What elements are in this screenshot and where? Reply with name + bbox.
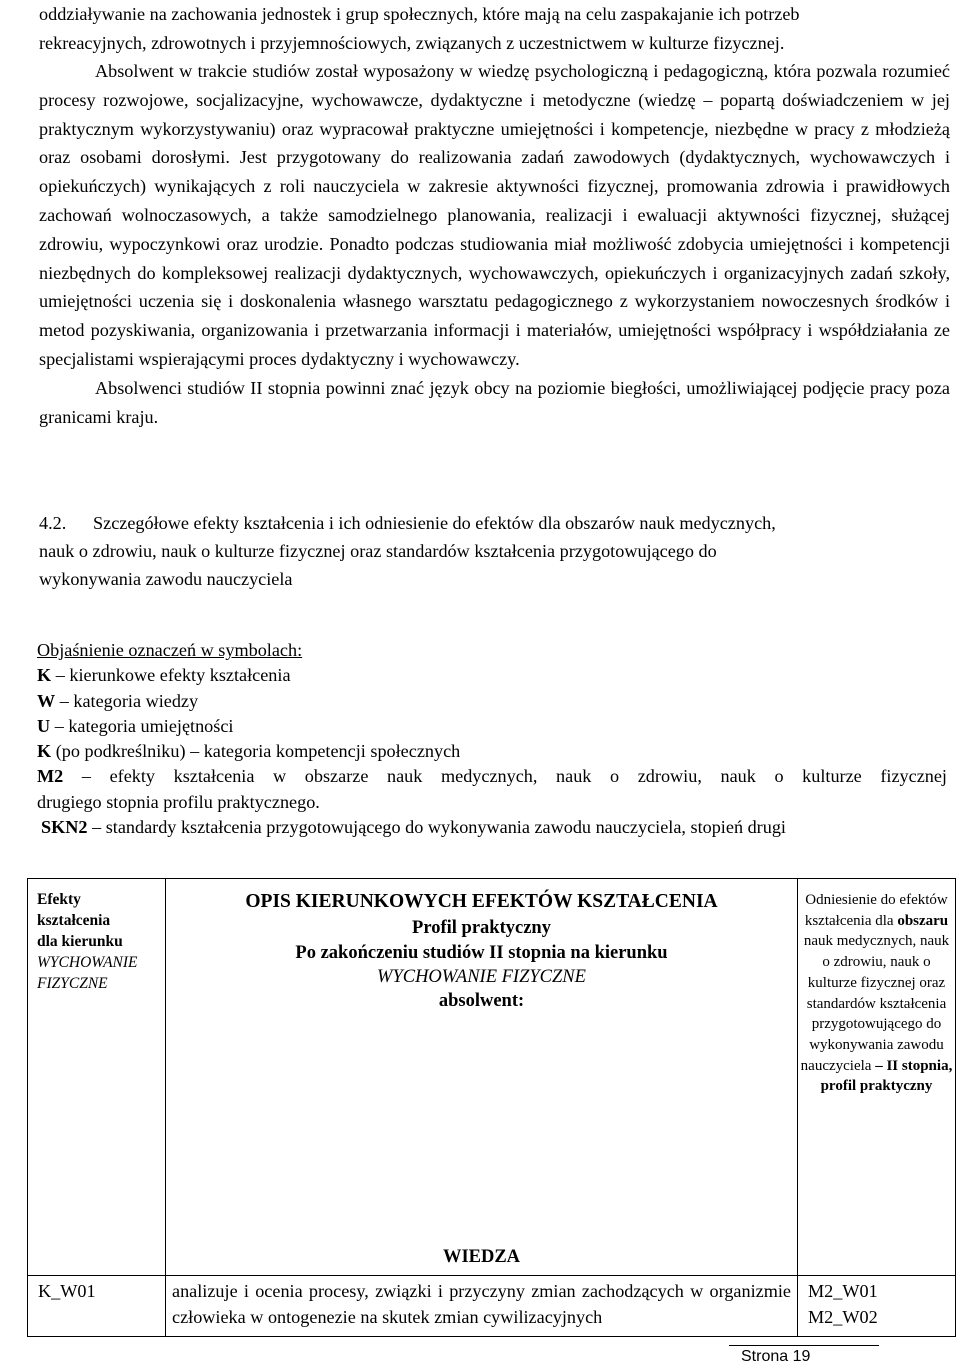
learning-outcomes-table xyxy=(27,878,956,1337)
legend-key: K xyxy=(37,741,52,762)
graduate-description: Absolwent w trakcie studiów został wyposażony w wiedzę psychologiczną i pedagogiczną, która pozwala rozumieć procesy rozwojowe, socjalizacyjne, wychowawcze, dydaktyczne i metodyczne (wiedzę – popartą doświadczeniem w jej praktycznym wykorzystywaniu) oraz wypracował praktyczne umiejętności i kompetencje, niezbędne w pracy z młodzieżą oraz osobami dorosłymi. Jest przygotowany do realizowania zadań zawodowych (dydaktycznych, wychowawczych i opiekuńczych) wynikających z roli nauczyciela w zakresie aktywności fizycznej, promowania zdrowia i prawidłowych zachowań wolnoczasowych, a także samodzielnego planowania, realizacji i ewaluacji aktywności fizycznej, służącej zdrowiu, wypoczynkowi oraz urodzie. Ponadto podczas studiowania miał możliwość zdobycia umiejętności i kompetencji niezbędnych do kompleksowej realizacji dydaktycznych, wychowawczych, opiekuńczych i organizacyjnych zadań szkoły, umiejętności uczenia się i doskonalenia własnego warsztatu pedagogicznego z wykorzystaniem nowoczesnych środków i metod pozyskiwania, organizowania i przetwarzania informacji i materiałów, umiejętności współpracy i współdziałania ze specjalistami wspierającymi proces dydaktyczny i wychowawczy. xyxy=(39,61,950,369)
reference-text: Odniesienie do efektów kształcenia dla xyxy=(804,892,948,929)
header-cell-outcomes xyxy=(28,879,166,1276)
intro-line-2: rekreacyjnych, zdrowotnych i przyjemnościowych, związanych z uczestnictwem w kulturze fizycznej. xyxy=(39,32,785,53)
legend-text: – kategoria umiejętności xyxy=(50,715,234,736)
reference-bold: – II stopnia, profil praktyczny xyxy=(820,1057,953,1095)
profile-label: Profil praktyczny xyxy=(412,918,551,938)
header-left-line: FIZYCZNE xyxy=(37,975,108,992)
table-row xyxy=(28,1276,956,1337)
legend-heading: Objaśnienie oznaczeń w symbolach: xyxy=(37,640,303,660)
legend-text: – kategoria wiedzy xyxy=(55,690,199,711)
legend-text: (po podkreślniku) – kategoria kompetencji społecznych xyxy=(51,741,461,762)
outcome-code-cell xyxy=(28,1276,166,1337)
reference-code: M2_W02 xyxy=(808,1307,878,1327)
section-number: 4.2. xyxy=(39,513,67,533)
reference-code: M2_W01 xyxy=(808,1281,878,1301)
section-title-line-3: wykonywania zawodu nauczyciela xyxy=(39,569,293,589)
legend-item-skn2 xyxy=(37,815,947,840)
page-number: Strona 19 xyxy=(729,1345,879,1366)
legend-key: W xyxy=(37,690,56,711)
graduate-label: absolwent: xyxy=(438,991,525,1011)
outcome-description-cell xyxy=(166,1276,798,1337)
symbols-legend xyxy=(37,638,947,840)
header-cell-description xyxy=(166,879,798,1276)
legend-item-w xyxy=(37,689,947,714)
legend-item-m2 xyxy=(37,764,947,789)
reference-text: nauk medycznych, nauk o zdrowiu, nauk o kulturze fizycznej oraz standardów kształcenia przygotowującego do wykonywania zawodu nauczyciela xyxy=(800,933,950,1074)
intro-paragraph-1 xyxy=(39,0,950,58)
legend-key: K xyxy=(37,665,52,686)
outcome-code: K_W01 xyxy=(38,1281,96,1301)
table-header-row xyxy=(28,879,956,1276)
section-title-line-1: Szczegółowe efekty kształcenia i ich odniesienie do efektów dla obszarów nauk medycznych, xyxy=(93,513,776,533)
section-heading xyxy=(39,509,939,593)
legend-key: SKN2 xyxy=(41,817,88,838)
legend-text: – kierunkowe efekty kształcenia xyxy=(51,665,291,686)
table-title: OPIS KIERUNKOWYCH EFEKTÓW KSZTAŁCENIA xyxy=(245,891,718,912)
outcome-reference-cell xyxy=(798,1276,956,1337)
category-label: WIEDZA xyxy=(442,1247,521,1267)
legend-text: – standardy kształcenia przygotowującego do wykonywania zawodu nauczyciela, stopień drugi xyxy=(87,817,786,838)
header-cell-reference xyxy=(798,879,956,1276)
legend-key: M2 xyxy=(37,766,64,787)
legend-text: – efekty kształcenia w obszarze nauk medycznych, nauk o zdrowiu, nauk o kulturze fizycznej xyxy=(63,766,947,787)
legend-item-m2-cont: drugiego stopnia profilu praktycznego. xyxy=(37,791,320,812)
section-title-line-2: nauk o zdrowiu, nauk o kulturze fizycznej oraz standardów kształcenia przygotowującego do xyxy=(39,541,717,561)
intro-paragraph-2 xyxy=(39,57,950,431)
reference-bold: obszaru xyxy=(897,912,949,929)
language-requirement: Absolwenci studiów II stopnia powinni znać język obcy na poziomie biegłości, umożliwiającej podjęcie pracy poza granicami kraju. xyxy=(39,377,950,427)
legend-item-k-social xyxy=(37,739,947,764)
legend-key: U xyxy=(37,715,51,736)
intro-line-1: oddziaływanie na zachowania jednostek i grup społecznych, które mają na celu zaspakajanie ich potrzeb xyxy=(39,4,800,24)
legend-item-u xyxy=(37,714,947,739)
header-left-line: kształcenia xyxy=(37,912,111,929)
legend-item-k xyxy=(37,663,947,688)
header-left-line: WYCHOWANIE xyxy=(37,954,138,971)
header-left-line: Efekty xyxy=(37,891,81,908)
outcome-description: analizuje i ocenia procesy, związki i przyczyny zmian zachodzących w organizmie człowieka w ontogenezie na skutek zmian cywilizacyjnych xyxy=(172,1281,791,1327)
field-name: WYCHOWANIE FIZYCZNE xyxy=(377,967,586,987)
after-studies-label: Po zakończeniu studiów II stopnia na kierunku xyxy=(295,943,668,963)
header-left-line: dla kierunku xyxy=(37,933,123,950)
